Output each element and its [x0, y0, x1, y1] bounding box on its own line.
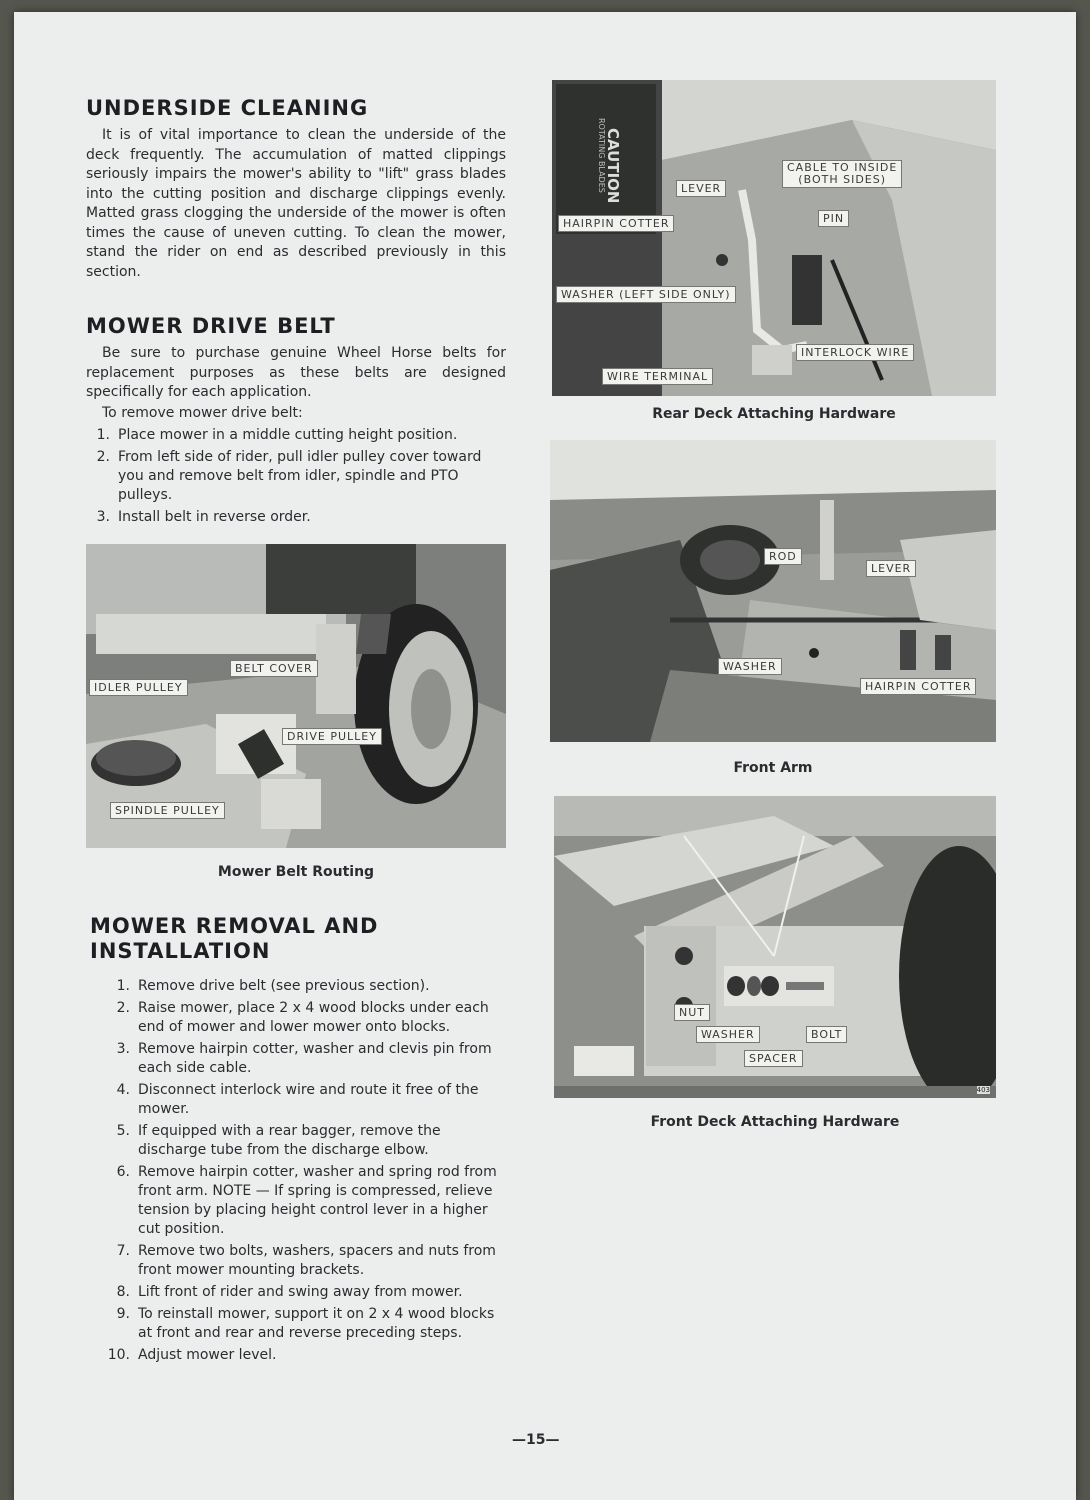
label-idler-pulley: IDLER PULLEY: [89, 679, 188, 696]
heading-mower-drive-belt: MOWER DRIVE BELT: [86, 314, 336, 338]
list-item: 5. If equipped with a rear bagger, remove the discharge tube from the discharge elbow.: [116, 1123, 441, 1158]
list-item: 2. From left side of rider, pull idler pulley cover toward you and remove belt from idler, spindle and PTO pulleys.: [96, 449, 482, 503]
list-item: 1. Place mower in a middle cutting height position.: [96, 427, 458, 443]
label-wire-terminal: WIRE TERMINAL: [602, 368, 713, 385]
front-arm-illustration: [550, 440, 996, 742]
underside-cleaning-text: It is of vital importance to clean the underside of the deck frequently. The accumulation of matted clippings seriously impairs the mower's ability to "lift" grass blades into the cutting position and discharge clippings evenly. Matted grass clogging the underside of the mower is often times the cause of uneven cutting. To clean the mower, stand the rider on end as described previously in this section.: [86, 127, 506, 280]
list-item: 1. Remove drive belt (see previous section).: [116, 978, 430, 994]
photo-front-arm: [550, 440, 996, 742]
caption-belt-routing: Mower Belt Routing: [217, 864, 375, 880]
caption-rear-deck: Rear Deck Attaching Hardware: [652, 406, 896, 422]
label-spacer: SPACER: [744, 1050, 803, 1067]
label-rod: ROD: [764, 548, 802, 565]
list-item: 3. Install belt in reverse order.: [96, 509, 311, 525]
label-bolt: BOLT: [806, 1026, 847, 1043]
list-item: 6. Remove hairpin cotter, washer and spring rod from front arm. NOTE — If spring is compressed, relieve tension by placing height control lever in a higher cut position.: [116, 1164, 497, 1237]
label-nut: NUT: [674, 1004, 710, 1021]
mower-removal-steps: [104, 977, 512, 1368]
photo-front-deck: [554, 796, 996, 1098]
label-hairpin-cotter: HAIRPIN COTTER: [558, 215, 674, 232]
manual-page: [14, 12, 1076, 1500]
page-number: —15—: [512, 1432, 560, 1448]
caption-front-deck: Front Deck Attaching Hardware: [650, 1114, 900, 1130]
label-washer: WASHER: [718, 658, 782, 675]
caution-decal: [560, 88, 656, 228]
heading-underside-cleaning: UNDERSIDE CLEANING: [86, 96, 369, 120]
list-item: 9. To reinstall mower, support it on 2 x 4 wood blocks at front and rear and reverse preceding steps.: [116, 1306, 495, 1341]
label-drive-pulley: DRIVE PULLEY: [282, 728, 382, 745]
drive-belt-intro: To remove mower drive belt:: [102, 405, 303, 421]
label-washer: WASHER (LEFT SIDE ONLY): [556, 286, 736, 303]
photo-belt-routing: [86, 544, 506, 848]
label-interlock-wire: INTERLOCK WIRE: [796, 344, 914, 361]
label-lever: LEVER: [866, 560, 916, 577]
list-item: 8. Lift front of rider and swing away from mower.: [116, 1284, 463, 1300]
list-item: 10. Adjust mower level.: [107, 1347, 277, 1363]
label-cable: [782, 160, 902, 188]
list-item: 4. Disconnect interlock wire and route it free of the mower.: [116, 1082, 479, 1117]
list-item: 7. Remove two bolts, washers, spacers and nuts from front mower mounting brackets.: [116, 1243, 496, 1278]
decal-title: CAUTION: [604, 128, 622, 204]
drive-belt-text: Be sure to purchase genuine Wheel Horse belts for replacement purposes as these belts are designed specifically for each application.: [86, 345, 506, 400]
drive-belt-steps: [84, 426, 506, 530]
caption-front-arm: Front Arm: [733, 760, 813, 776]
list-item: 2. Raise mower, place 2 x 4 wood blocks under each end of mower and lower mower onto blocks.: [116, 1000, 489, 1035]
label-washer: WASHER: [696, 1026, 760, 1043]
heading-mower-removal: MOWER REMOVAL AND INSTALLATION: [90, 914, 379, 963]
label-cable-line2: (BOTH SIDES): [798, 173, 887, 186]
decal-subtitle: ROTATING BLADES: [597, 118, 606, 193]
figure-code: 403: [976, 1086, 990, 1094]
photo-rear-deck: [552, 80, 996, 396]
list-item: 3. Remove hairpin cotter, washer and clevis pin from each side cable.: [116, 1041, 492, 1076]
label-lever: LEVER: [676, 180, 726, 197]
label-belt-cover: BELT COVER: [230, 660, 318, 677]
label-spindle-pulley: SPINDLE PULLEY: [110, 802, 225, 819]
label-pin: PIN: [818, 210, 849, 227]
label-hairpin-cotter: HAIRPIN COTTER: [860, 678, 976, 695]
label-cable-line1: CABLE TO INSIDE: [787, 161, 898, 174]
